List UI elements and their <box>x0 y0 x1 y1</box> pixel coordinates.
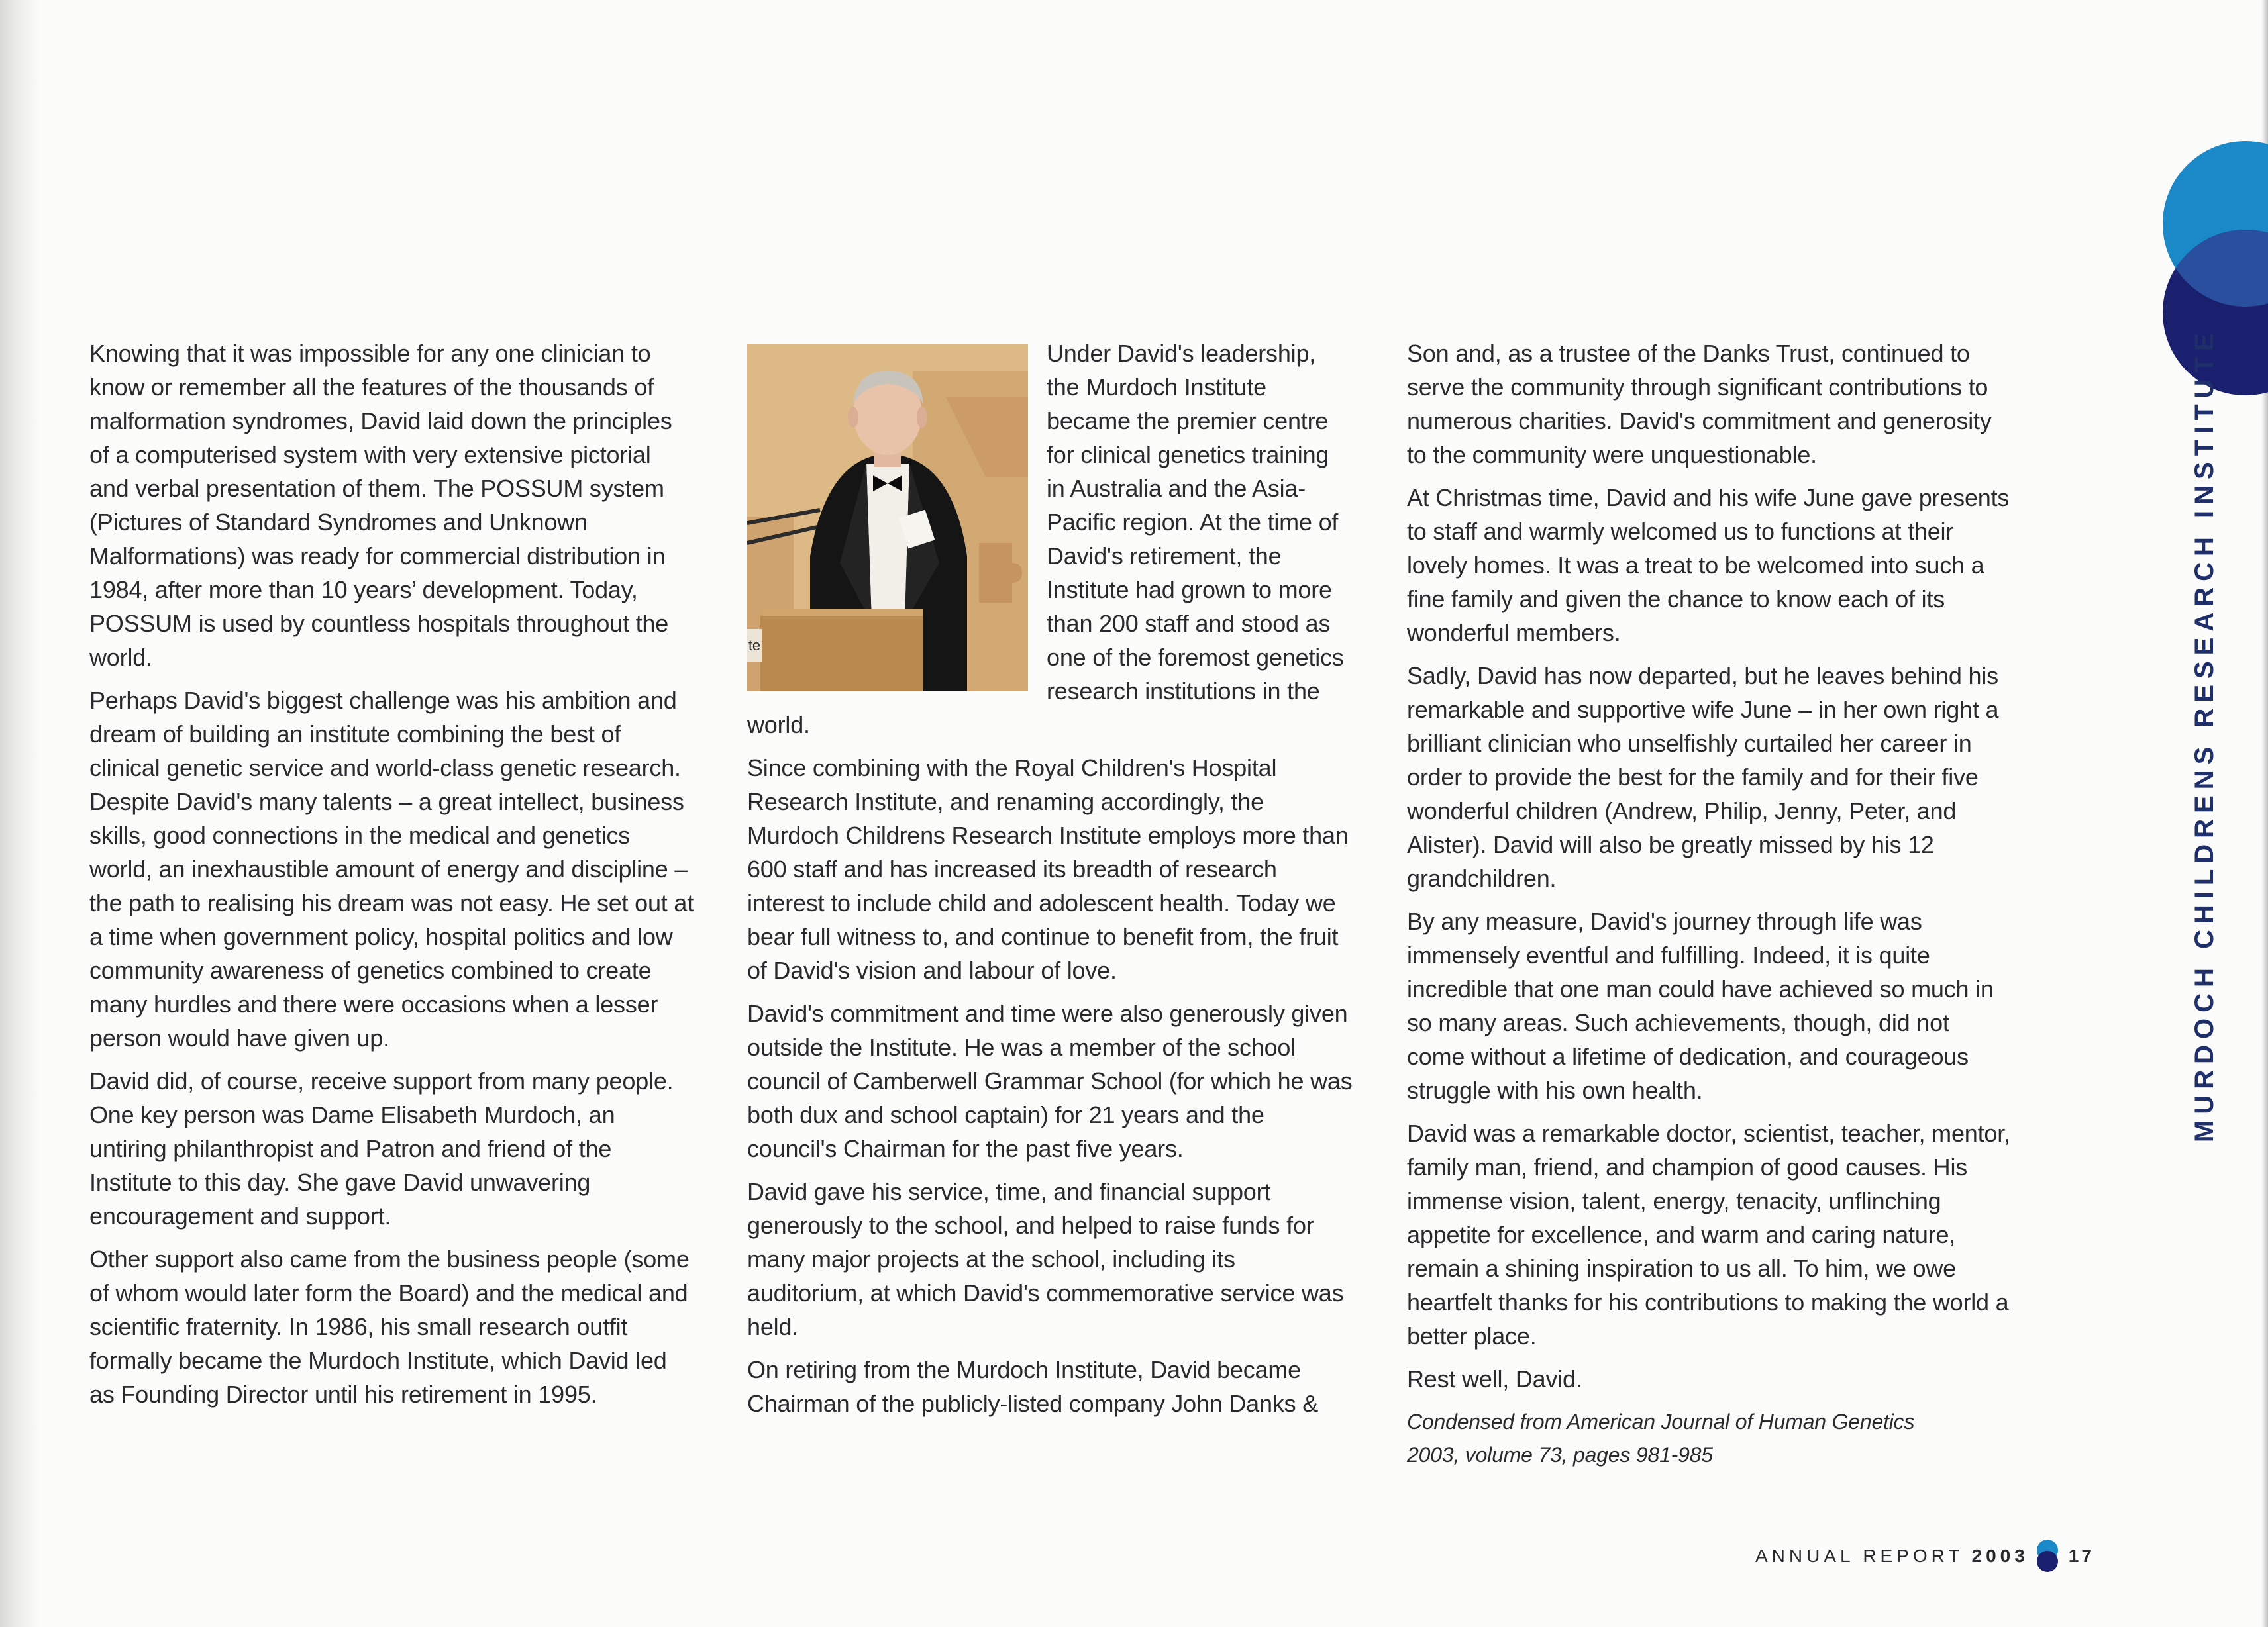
footer-label: ANNUAL REPORT <box>1755 1546 1964 1566</box>
paragraph: Rest well, David. <box>1407 1365 1582 1393</box>
paragraph: Knowing that it was impossible for any one clinician to know or remember all the features of the thousands of malformation syndromes, David laid down the principles of a computerised system with very extensive pictorial and verbal presentation of them. The POSSUM system (Pictures of Standard Syndromes and Unknown Malformations) was ready for commercial distribution in 1984, after more than 10 years’ development. Today, POSSUM is used by countless hospitals throughout the world. <box>89 340 672 671</box>
credit-line-2: 2003, volume 73, pages 981-985 <box>1407 1443 1713 1467</box>
paragraph: At Christmas time, David and his wife June gave presents to staff and warmly welcomed us to functions at their lovely homes. It was a treat to be welcomed into such a fine family and given the chance to know each of its wonderful members. <box>1407 484 2010 646</box>
text-column-1 <box>89 336 696 1420</box>
paragraph: Son and, as a trustee of the Danks Trust, continued to serve the community through significant contributions to numerous charities. David's commitment and generosity to the community were unquestionable. <box>1407 340 1992 468</box>
brand-dot-icon <box>2036 1539 2059 1573</box>
paragraph: Other support also came from the business people (some of whom would later form the Board) and the medical and scientific fraternity. In 1986, his small research outfit formally became the Murdoch Institute, which David led as Founding Director until his retirement in 1995. <box>89 1246 690 1408</box>
portrait-photo <box>747 344 1028 691</box>
credit-line-1: Condensed from American Journal of Human Genetics <box>1407 1410 1915 1434</box>
paragraph: David was a remarkable doctor, scientist, teacher, mentor, family man, friend, and champion of good causes. His immense vision, talent, energy, tenacity, unflinching appetite for excellence, and warm and caring nature, remain a shining inspiration to us all. To him, we owe heartfelt thanks for his contributions to making the world a better place. <box>1407 1120 2010 1350</box>
paragraph: David's commitment and time were also generously given outside the Institute. He was a member of the school council of Camberwell Grammar School (for which he was both dux and school captain) for 21 years and the council's Chairman for the past five years. <box>747 1000 1353 1162</box>
lectern-sign-text: te <box>748 637 760 654</box>
paragraph: David did, of course, receive support from many people. One key person was Dame Elisabeth Murdoch, an untiring philanthropist and Patron and friend of the Institute to this day. She gave David unwavering encouragement and support. <box>89 1067 674 1230</box>
paragraph: Perhaps David's biggest challenge was his ambition and dream of building an institute combining the best of clinical genetic service and world-class genetic research. Despite David's many talents – a great intellect, business skills, good connections in the medical and genetics world, an inexhaustible amount of energy and discipline – the path to realising his dream was not easy. He set out at a time when government policy, hospital politics and low community awareness of genetics combined to create many hurdles and there were occasions when a lesser person would have given up. <box>89 687 694 1052</box>
footer-year: 2003 <box>1971 1546 2029 1566</box>
text-column-3 <box>1407 336 2013 1471</box>
page-footer <box>1755 1542 2094 1571</box>
paragraph: On retiring from the Murdoch Institute, David became Chairman of the publicly-listed company John Danks & <box>747 1356 1319 1417</box>
text-column-2 <box>747 336 1353 1430</box>
page-number: 17 <box>2068 1546 2094 1566</box>
source-credit <box>1407 1405 2013 1471</box>
paragraph: David gave his service, time, and financial support generously to the school, and helped to raise funds for many major projects at the school, including its auditorium, at which David's commemorative service was held. <box>747 1178 1344 1340</box>
portrait-illustration <box>747 344 1028 691</box>
paragraph: Sadly, David has now departed, but he leaves behind his remarkable and supportive wife June – in her own right a brilliant clinician who unselfishly curtailed her career in order to provide the best for the family and for their five wonderful children (Andrew, Philip, Jenny, Peter, and Alister). David will also be greatly missed by his 12 grandchildren. <box>1407 662 1999 892</box>
paragraph: Under David's leadership, the Murdoch Institute became the premier centre for clinical genetics training in Australia and the Asia-Pacific region. At the time of David's retirement, the Institute had grown to more than 200 staff and stood as one of the foremost genetics research institutions in the world. <box>747 340 1344 738</box>
paragraph: Since combining with the Royal Children's Hospital Research Institute, and renaming accordingly, the Murdoch Childrens Research Institute employs more than 600 staff and has increased its breadth of research interest to include child and adolescent health. Today we bear full witness to, and continue to benefit from, the fruit of David's vision and labour of love. <box>747 754 1349 984</box>
vertical-section-title: MURDOCH CHILDRENS RESEARCH INSTITUTE <box>2190 327 2219 1142</box>
paragraph: By any measure, David's journey through life was immensely eventful and fulfilling. Indeed, it is quite incredible that one man could have achieved so much in so many areas. Such achievements, though, did not come without a lifetime of dedication, and courageous struggle with his own health. <box>1407 908 1994 1104</box>
page-binding-shade <box>0 0 40 1627</box>
